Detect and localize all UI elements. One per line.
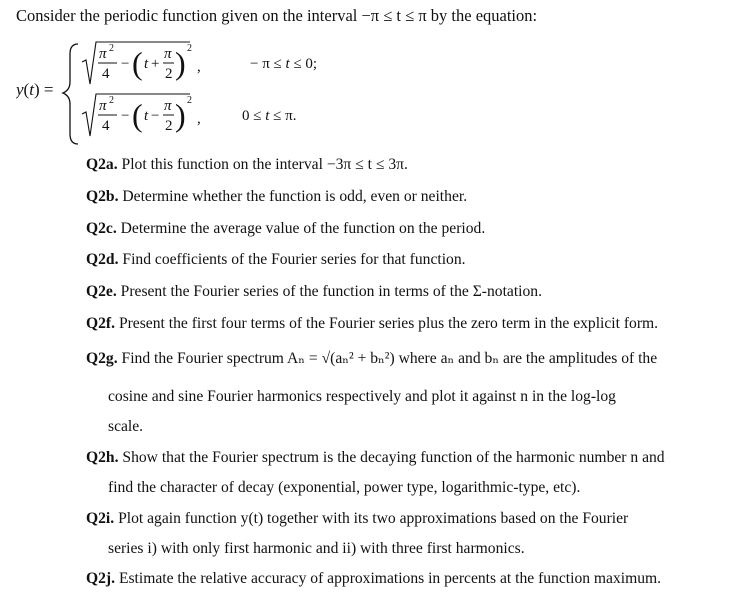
question-q2b <box>86 188 467 206</box>
svg-text:π: π <box>99 46 107 62</box>
svg-text:,: , <box>197 111 201 127</box>
question-q2g <box>86 349 657 368</box>
question-label: Q2i. <box>86 510 115 527</box>
question-label: Q2h. <box>86 449 119 466</box>
equation-lhs: y(t) = <box>16 80 54 99</box>
svg-text:4: 4 <box>102 118 110 134</box>
case-1 <box>82 42 317 84</box>
svg-text:t: t <box>144 108 149 124</box>
question-q2g-continuation-2: scale. <box>108 418 144 435</box>
question-text: Plot again function y(t) together with its two approximations based on the Fourier <box>118 510 629 527</box>
svg-text:0 ≤ t ≤ π.: 0 ≤ t ≤ π. <box>242 108 297 124</box>
svg-text:2: 2 <box>187 43 192 54</box>
svg-text:(: ( <box>132 45 143 81</box>
question-text: Show that the Fourier spectrum is the decaying function of the harmonic number n and <box>122 449 665 466</box>
question-label: Q2d. <box>86 251 119 268</box>
question-label: Q2e. <box>86 283 117 300</box>
question-q2h <box>86 449 665 467</box>
svg-text:− π ≤ t ≤ 0;: − π ≤ t ≤ 0; <box>250 56 318 72</box>
question-q2e <box>86 283 542 301</box>
svg-text:−: − <box>121 56 130 72</box>
question-q2c <box>86 220 485 238</box>
svg-text:): ) <box>175 45 186 81</box>
svg-text:,: , <box>197 59 201 75</box>
question-text: Estimate the relative accuracy of approximations in percents at the function maximum. <box>118 570 662 587</box>
svg-text:(: ( <box>132 97 143 133</box>
svg-text:π: π <box>99 98 107 114</box>
question-q2h-continuation-1: find the character of decay (exponential, power type, logarithmic-type, etc). <box>108 479 581 496</box>
svg-text:π: π <box>164 46 172 62</box>
question-text: Present the Fourier series of the function in terms of the Σ-notation. <box>120 283 542 300</box>
question-q2a <box>86 156 408 174</box>
left-brace <box>63 44 78 144</box>
question-label: Q2c. <box>86 220 117 237</box>
svg-text:t: t <box>144 56 149 72</box>
svg-text:2: 2 <box>187 95 192 106</box>
question-text: Find the Fourier spectrum Aₙ = √(aₙ² + bₙ²) where aₙ and bₙ are the amplitudes of the <box>121 350 658 367</box>
svg-text:−: − <box>121 108 130 124</box>
question-q2d <box>86 251 466 269</box>
question-label: Q2b. <box>86 188 119 205</box>
question-q2j <box>86 570 661 588</box>
svg-text:2: 2 <box>165 118 173 134</box>
question-label: Q2a. <box>86 156 118 173</box>
svg-text:): ) <box>175 97 186 133</box>
question-q2i-continuation-1: series i) with only first harmonic and ii) with three first harmonics. <box>108 540 525 557</box>
piecewise-equation <box>16 38 436 148</box>
svg-text:π: π <box>164 98 172 114</box>
question-label: Q2f. <box>86 315 116 332</box>
question-text: Determine the average value of the function on the period. <box>120 220 486 237</box>
svg-text:2: 2 <box>109 95 114 106</box>
svg-text:4: 4 <box>102 66 110 82</box>
problem-intro: Consider the periodic function given on the interval −π ≤ t ≤ π by the equation: <box>16 6 538 25</box>
svg-text:2: 2 <box>165 66 173 82</box>
question-q2f <box>86 315 658 333</box>
svg-text:−: − <box>151 108 160 124</box>
question-text: Determine whether the function is odd, even or neither. <box>122 188 468 205</box>
question-label: Q2j. <box>86 570 116 587</box>
question-text: Present the first four terms of the Fourier series plus the zero term in the explicit form. <box>118 315 659 332</box>
svg-text:2: 2 <box>109 43 114 54</box>
question-text: Plot this function on the interval −3π ≤ t ≤ 3π. <box>121 156 408 173</box>
svg-text:+: + <box>151 56 160 72</box>
question-text: Find coefficients of the Fourier series for that function. <box>122 251 466 268</box>
question-q2g-continuation-1: cosine and sine Fourier harmonics respectively and plot it against n in the log-log <box>108 388 616 405</box>
question-label: Q2g. <box>86 350 118 367</box>
question-q2i <box>86 510 628 528</box>
case-2 <box>82 94 296 136</box>
